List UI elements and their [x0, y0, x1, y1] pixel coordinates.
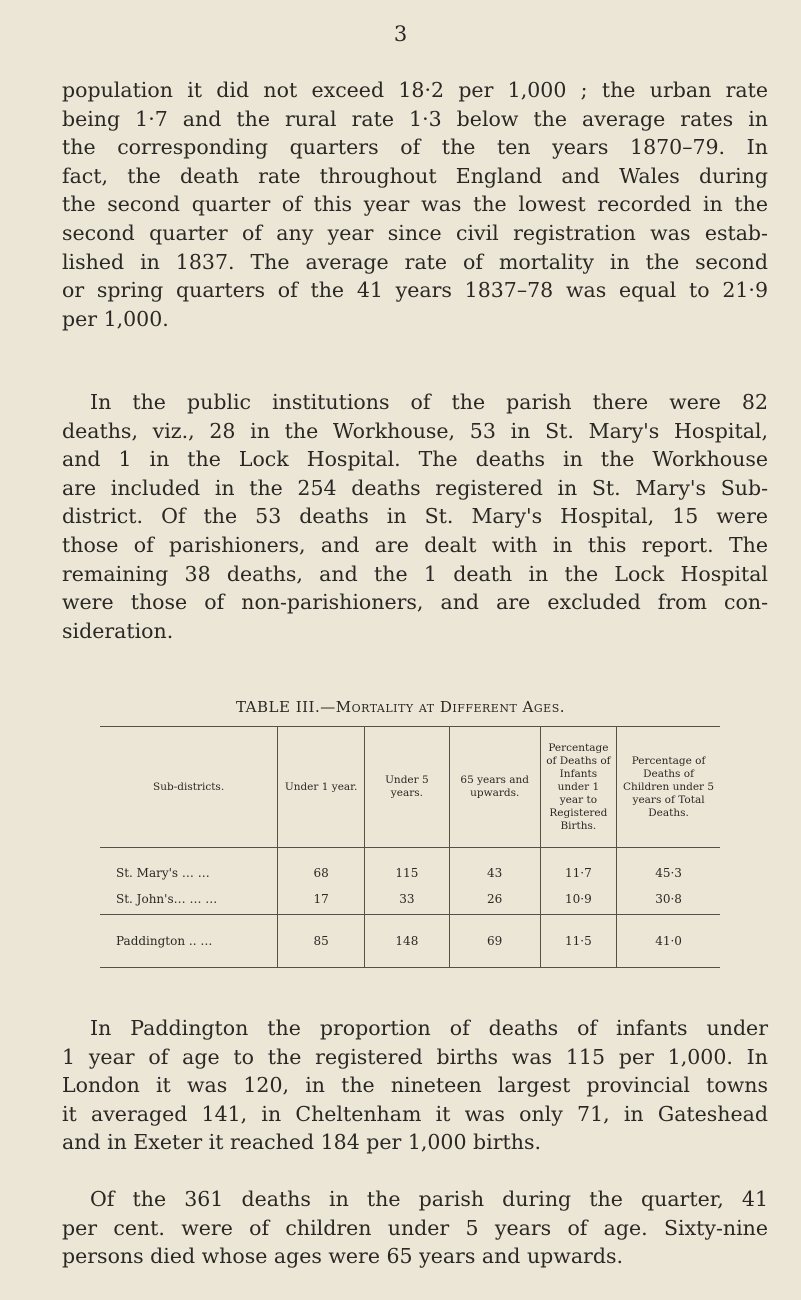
cell-pct-children: 30·8: [617, 884, 720, 915]
text-line: district. Of the 53 deaths in St. Mary's Hospital, 15 were: [62, 504, 768, 529]
cell-pct-children: 45·3: [617, 848, 720, 885]
table-row-total: [100, 915, 720, 968]
cell-under-1: 85: [278, 915, 365, 968]
text-line: persons died whose ages were 65 years and upwards.: [62, 1244, 623, 1269]
text-line: were those of non-parishioners, and are excluded from con-: [62, 590, 768, 615]
cell-under-5: 115: [365, 848, 450, 885]
cell-under-5: 33: [365, 884, 450, 915]
dot-leader: .. …: [185, 934, 213, 948]
text-line: London it was 120, in the nineteen largest provincial towns: [62, 1073, 768, 1098]
mortality-table: [100, 726, 720, 968]
dot-leader: … …: [185, 892, 218, 906]
text-line: In Paddington the proportion of deaths of infants under: [90, 1016, 768, 1040]
page-number: 3: [393, 22, 408, 46]
table-row: [100, 848, 720, 885]
sub-district-name: Paddington: [116, 934, 186, 948]
text-line: fact, the death rate throughout England and Wales during: [62, 163, 768, 188]
paragraph-public-institutions: [62, 388, 768, 645]
header-65-and-upwards: 65 years and upwards.: [449, 727, 540, 848]
text-line: and 1 in the Lock Hospital. The deaths in the Workhouse: [62, 447, 768, 472]
text-line: population it did not exceed 18·2 per 1,000 ; the urban rate: [62, 78, 768, 102]
header-under-1-year: Under 1 year.: [278, 727, 365, 848]
dot-leader: … …: [178, 866, 210, 880]
paragraph-death-rate: [62, 76, 768, 333]
text-line: second quarter of any year since civil registration was estab-: [62, 220, 768, 245]
header-pct-infant-deaths: Percentage of Deaths of Infants under 1 year to Registered Births.: [540, 727, 616, 848]
text-line: the second quarter of this year was the lowest recorded in the: [62, 192, 768, 217]
cell-sub-district: [100, 915, 278, 968]
header-under-5-years: Under 5 years.: [365, 727, 450, 848]
table-row: [100, 884, 720, 915]
header-pct-child-deaths: Percentage of Deaths of Children under 5 years of Total Deaths.: [617, 727, 720, 848]
text-line: are included in the 254 deaths registered in St. Mary's Sub-: [62, 475, 768, 500]
cell-over-65: 26: [449, 884, 540, 915]
paragraph-deaths-by-age: [62, 1185, 768, 1271]
text-line: Of the 361 deaths in the parish during the quarter, 41: [90, 1187, 768, 1211]
header-sub-districts: Sub-districts.: [153, 780, 225, 793]
cell-under-1: 68: [278, 848, 365, 885]
text-line: and in Exeter it reached 184 per 1,000 births.: [62, 1130, 541, 1155]
paragraph-infant-proportion: [62, 1014, 768, 1157]
cell-sub-district: [100, 884, 278, 915]
text-line: being 1·7 and the rural rate 1·3 below the average rates in: [62, 106, 768, 131]
table-title-prefix: TABLE III.—: [235, 698, 336, 716]
text-line: the corresponding quarters of the ten years 1870–79. In: [62, 135, 768, 160]
sub-district-name: St. John's…: [116, 892, 186, 906]
text-line: sideration.: [62, 618, 174, 643]
cell-pct-children: 41·0: [617, 915, 720, 968]
text-line: or spring quarters of the 41 years 1837–78 was equal to 21·9: [62, 278, 768, 303]
text-line: deaths, viz., 28 in the Workhouse, 53 in St. Mary's Hospital,: [62, 418, 768, 443]
cell-pct-infants: 11·7: [540, 848, 616, 885]
text-line: 1 year of age to the registered births was 115 per 1,000. In: [62, 1044, 768, 1069]
table-title: [0, 698, 801, 716]
text-line: those of parishioners, and are dealt with in this report. The: [62, 532, 768, 557]
text-line: per 1,000.: [62, 306, 169, 331]
cell-pct-infants: 11·5: [540, 915, 616, 968]
cell-sub-district: [100, 848, 278, 885]
table-header-row: [100, 727, 720, 848]
cell-under-5: 148: [365, 915, 450, 968]
cell-over-65: 43: [449, 848, 540, 885]
cell-under-1: 17: [278, 884, 365, 915]
text-line: it averaged 141, in Cheltenham it was only 71, in Gateshead: [62, 1101, 768, 1126]
cell-pct-infants: 10·9: [540, 884, 616, 915]
text-line: In the public institutions of the parish there were 82: [90, 390, 768, 414]
sub-district-name: St. Mary's: [116, 866, 179, 880]
text-line: remaining 38 deaths, and the 1 death in the Lock Hospital: [62, 561, 768, 586]
table-title-main: Mortality at Different Ages.: [335, 698, 566, 716]
cell-over-65: 69: [449, 915, 540, 968]
text-line: per cent. were of children under 5 years of age. Sixty-nine: [62, 1215, 768, 1240]
text-line: lished in 1837. The average rate of mortality in the second: [62, 249, 768, 274]
